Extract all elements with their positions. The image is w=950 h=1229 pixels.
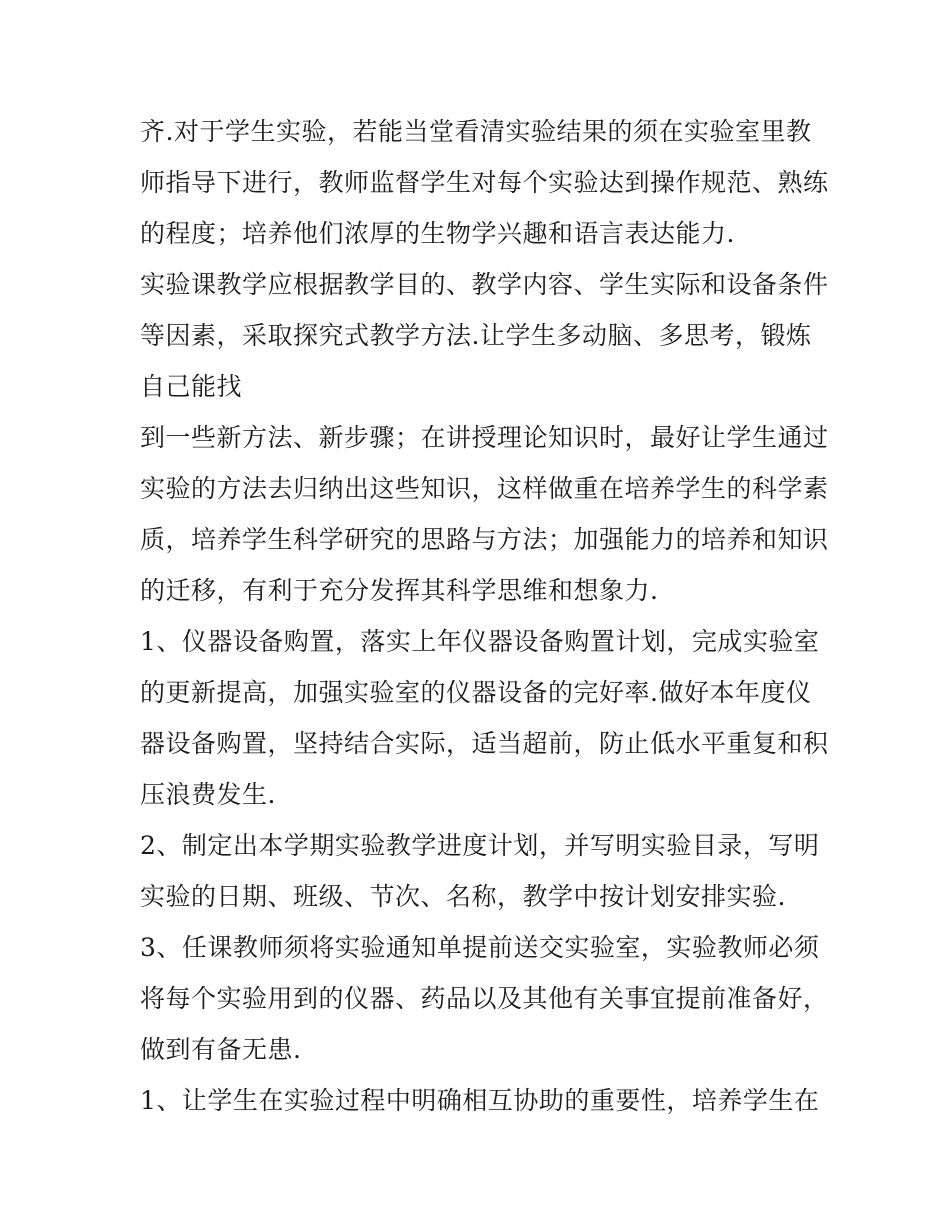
text-line: 的迁移，有利于充分发挥其科学思维和想象力. (140, 576, 659, 605)
text-line: 实验的方法去归纳出这些知识，这样做重在培养学生的科学素 (140, 474, 829, 503)
document-body (140, 106, 829, 1126)
text-line: 的程度；培养他们浓厚的生物学兴趣和语言表达能力. (140, 219, 735, 248)
text-line: 1、仪器设备购置，落实上年仪器设备购置计划，完成实验室 (140, 627, 820, 656)
text-line: 将每个实验用到的仪器、药品以及其他有关事宜提前准备好， (140, 984, 829, 1013)
text-line: 做到有备无患. (140, 1035, 302, 1064)
text-line: 质，培养学生科学研究的思路与方法；加强能力的培养和知识 (140, 525, 829, 554)
text-line: 齐.对于学生实验，若能当堂看清实验结果的须在实验室里教 (140, 117, 812, 146)
text-line: 压浪费发生. (140, 780, 276, 809)
text-line: 2、制定出本学期实验教学进度计划，并写明实验目录，写明 (140, 831, 820, 860)
text-line: 3、任课教师须将实验通知单提前送交实验室，实验教师必须 (140, 933, 820, 962)
text-line: 器设备购置，坚持结合实际，适当超前，防止低水平重复和积 (140, 729, 829, 758)
text-line: 实验课教学应根据教学目的、教学内容、学生实际和设备条件 (140, 270, 829, 299)
text-line: 1、让学生在实验过程中明确相互协助的重要性，培养学生在 (140, 1086, 820, 1115)
text-line: 自己能找 (140, 372, 243, 401)
text-line: 师指导下进行，教师监督学生对每个实验达到操作规范、熟练 (140, 168, 829, 197)
text-line: 实验的日期、班级、节次、名称，教学中按计划安排实验. (140, 882, 786, 911)
text-line: 的更新提高，加强实验室的仪器设备的完好率.做好本年度仪 (140, 678, 812, 707)
text-line: 到一些新方法、新步骤；在讲授理论知识时，最好让学生通过 (140, 423, 829, 452)
text-line: 等因素，采取探究式教学方法.让学生多动脑、多思考，锻炼 (140, 321, 812, 350)
